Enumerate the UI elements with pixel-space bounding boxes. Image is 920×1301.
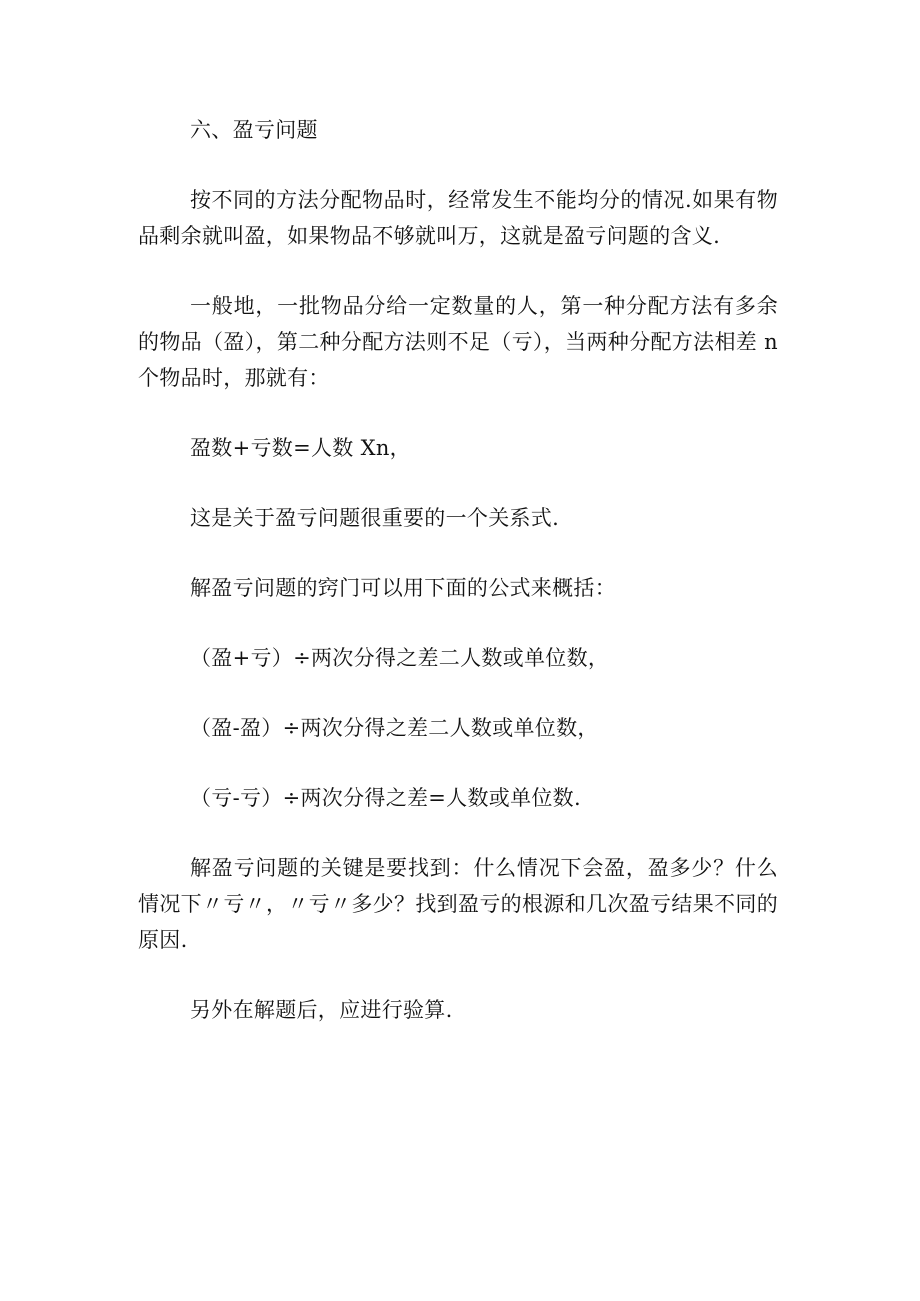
paragraph-key-points: 解盈亏问题的关键是要找到：什么情况下会盈，盈多少？什么情况下〃亏〃，〃亏〃多少？找到盈亏的根源和几次盈亏结果不同的原因. <box>138 856 778 952</box>
formula-surplus-surplus: （盈-盈）÷两次分得之差二人数或单位数， <box>190 716 599 740</box>
formula-deficit-deficit: （亏-亏）÷两次分得之差=人数或单位数. <box>190 786 581 810</box>
document-body <box>138 112 778 1028</box>
paragraph-definition: 按不同的方法分配物品时，经常发生不能均分的情况.如果有物品剩余就叫盈，如果物品不够就叫万，这就是盈亏问题的含义. <box>138 188 778 248</box>
section-heading: 六、盈亏问题 <box>190 118 318 142</box>
paragraph-formula-intro: 解盈亏问题的窍门可以用下面的公式来概括： <box>190 576 616 600</box>
paragraph-verification: 另外在解题后，应进行验算. <box>190 998 453 1022</box>
formula-main: 盈数+亏数=人数 Xn， <box>190 436 411 460</box>
paragraph-general-case: 一般地，一批物品分给一定数量的人，第一种分配方法有多余的物品（盈），第二种分配方法则不足（亏），当两种分配方法相差 n 个物品时，那就有： <box>138 294 778 390</box>
paragraph-relation: 这是关于盈亏问题很重要的一个关系式. <box>190 506 560 530</box>
formula-surplus-deficit: （盈+亏）÷两次分得之差二人数或单位数， <box>190 646 610 670</box>
